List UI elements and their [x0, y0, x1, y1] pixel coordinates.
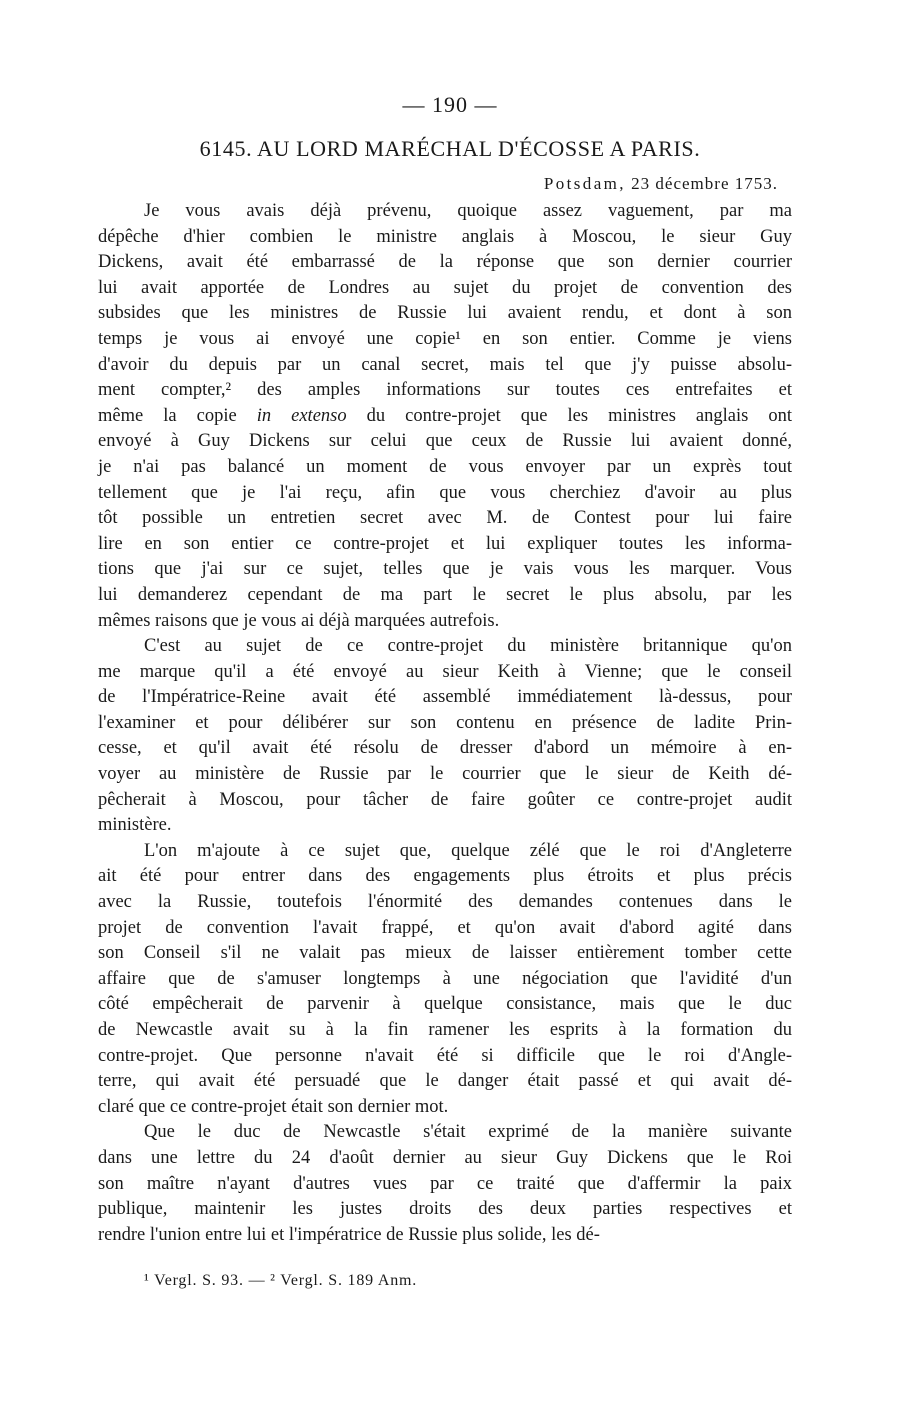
text-line: de l'Impératrice-Reine avait été assemblé immédiatement là-dessus, pour — [98, 687, 792, 708]
paragraph — [98, 199, 792, 634]
text-line: claré que ce contre-projet était son dernier mot. — [98, 1096, 449, 1117]
text-line: L'on m'ajoute à ce sujet que, quelque zélé que le roi d'Angleterre — [144, 840, 792, 861]
dateline-place: Potsdam, — [543, 174, 626, 193]
text-line: dans une lettre du 24 d'août dernier au sieur Guy Dickens que le Roi — [98, 1147, 792, 1168]
text-line: son Conseil s'il ne valait pas mieux de laisser entièrement tomber cette — [98, 943, 792, 964]
text-line: tôt possible un entretien secret avec M. de Contest pour lui faire — [98, 508, 792, 529]
text-line: ment compter,² des amples informations sur toutes ces entrefaites et — [98, 380, 792, 401]
dateline — [544, 174, 778, 194]
text-line: projet de convention l'avait frappé, et qu'on avait d'abord agité dans — [98, 917, 792, 938]
text-line: ministère. — [98, 815, 172, 836]
paragraph — [98, 1120, 792, 1248]
text-line: C'est au sujet de ce contre-projet du ministère britannique qu'on — [144, 636, 792, 657]
letter-body — [98, 199, 792, 1248]
text-line: son maître n'ayant d'autres vues par ce traité que d'affermir la paix — [98, 1173, 792, 1194]
text-line: rendre l'union entre lui et l'impératrice de Russie plus solide, les dé- — [98, 1224, 600, 1245]
text-line: contre-projet. Que personne n'avait été si difficile que le roi d'Angle- — [98, 1045, 792, 1066]
text-line: côté empêcherait de parvenir à quelque consistance, mais que le duc — [98, 994, 792, 1015]
text-line: avec la Russie, toutefois l'énormité des demandes contenues dans le — [98, 892, 792, 913]
text-line: pêcherait à Moscou, pour tâcher de faire goûter ce contre-projet audit — [98, 789, 792, 810]
text-line: temps je vous ai envoyé une copie¹ en son entier. Comme je viens — [98, 328, 792, 349]
text-line: subsides que les ministres de Russie lui avaient rendu, et dont à son — [98, 303, 792, 324]
text-line: envoyé à Guy Dickens sur celui que ceux de Russie lui avaient donné, — [98, 431, 792, 452]
text-line: tions que j'ai sur ce sujet, telles que je vais vous les marquer. Vous — [98, 559, 792, 580]
text-line: Je vous avais déjà prévenu, quoique assez vaguement, par ma — [144, 201, 792, 221]
text-line: d'avoir du depuis par un canal secret, mais tel que j'y puisse absolu- — [98, 354, 792, 375]
text-line: dépêche d'hier combien le ministre anglais à Moscou, le sieur Guy — [98, 226, 792, 247]
text-line: l'examiner et pour délibérer sur son contenu en présence de ladite Prin- — [98, 712, 792, 733]
text-line: lui demanderez cependant de ma part le secret le plus absolu, par les — [98, 584, 792, 605]
text-line: publique, maintenir les justes droits des deux parties respectives et — [98, 1199, 792, 1220]
text-line: voyer au ministère de Russie par le courrier que le sieur de Keith dé- — [98, 764, 792, 785]
letter-title: 6145. AU LORD MARÉCHAL D'ÉCOSSE A PARIS. — [199, 136, 701, 161]
footnotes: ¹ Vergl. S. 93. — ² Vergl. S. 189 Anm. — [144, 1272, 418, 1289]
text-line: affaire que de s'amuser longtemps à une négociation que l'avidité d'un — [98, 968, 792, 989]
paragraph — [98, 839, 792, 1121]
text-line: cesse, et qu'il avait été résolu de dresser d'abord un mémoire à en- — [98, 738, 792, 759]
text-line: tellement que je l'ai reçu, afin que vous cherchiez d'avoir au plus — [98, 482, 792, 503]
text-line: je n'ai pas balancé un moment de vous envoyer par un exprès tout — [98, 456, 792, 477]
text-line: terre, qui avait été persuadé que le danger était passé et qui avait dé- — [98, 1071, 792, 1092]
text-line: lui avait apportée de Londres au sujet du projet de convention des — [98, 277, 792, 298]
text-line: Que le duc de Newcastle s'était exprimé de la manière suivante — [144, 1122, 792, 1143]
page-number: — 190 — — [402, 92, 498, 117]
paragraph — [98, 634, 792, 839]
text-line: de Newcastle avait su à la fin ramener les esprits à la formation du — [98, 1020, 792, 1040]
text-line: ait été pour entrer dans des engagements plus étroits et plus précis — [98, 866, 792, 887]
text-line: lire en son entier ce contre-projet et lui expliquer toutes les informa- — [98, 533, 792, 554]
text-line: mêmes raisons que je vous ai déjà marquées autrefois. — [98, 610, 500, 631]
text-line: Dickens, avait été embarrassé de la réponse que son dernier courrier — [98, 252, 792, 273]
text-line: me marque qu'il a été envoyé au sieur Keith à Vienne; que le conseil — [98, 661, 792, 682]
dateline-date: 23 décembre 1753. — [631, 174, 778, 193]
text-line: même la copie in extenso du contre-projet que les ministres anglais ont — [98, 405, 793, 426]
